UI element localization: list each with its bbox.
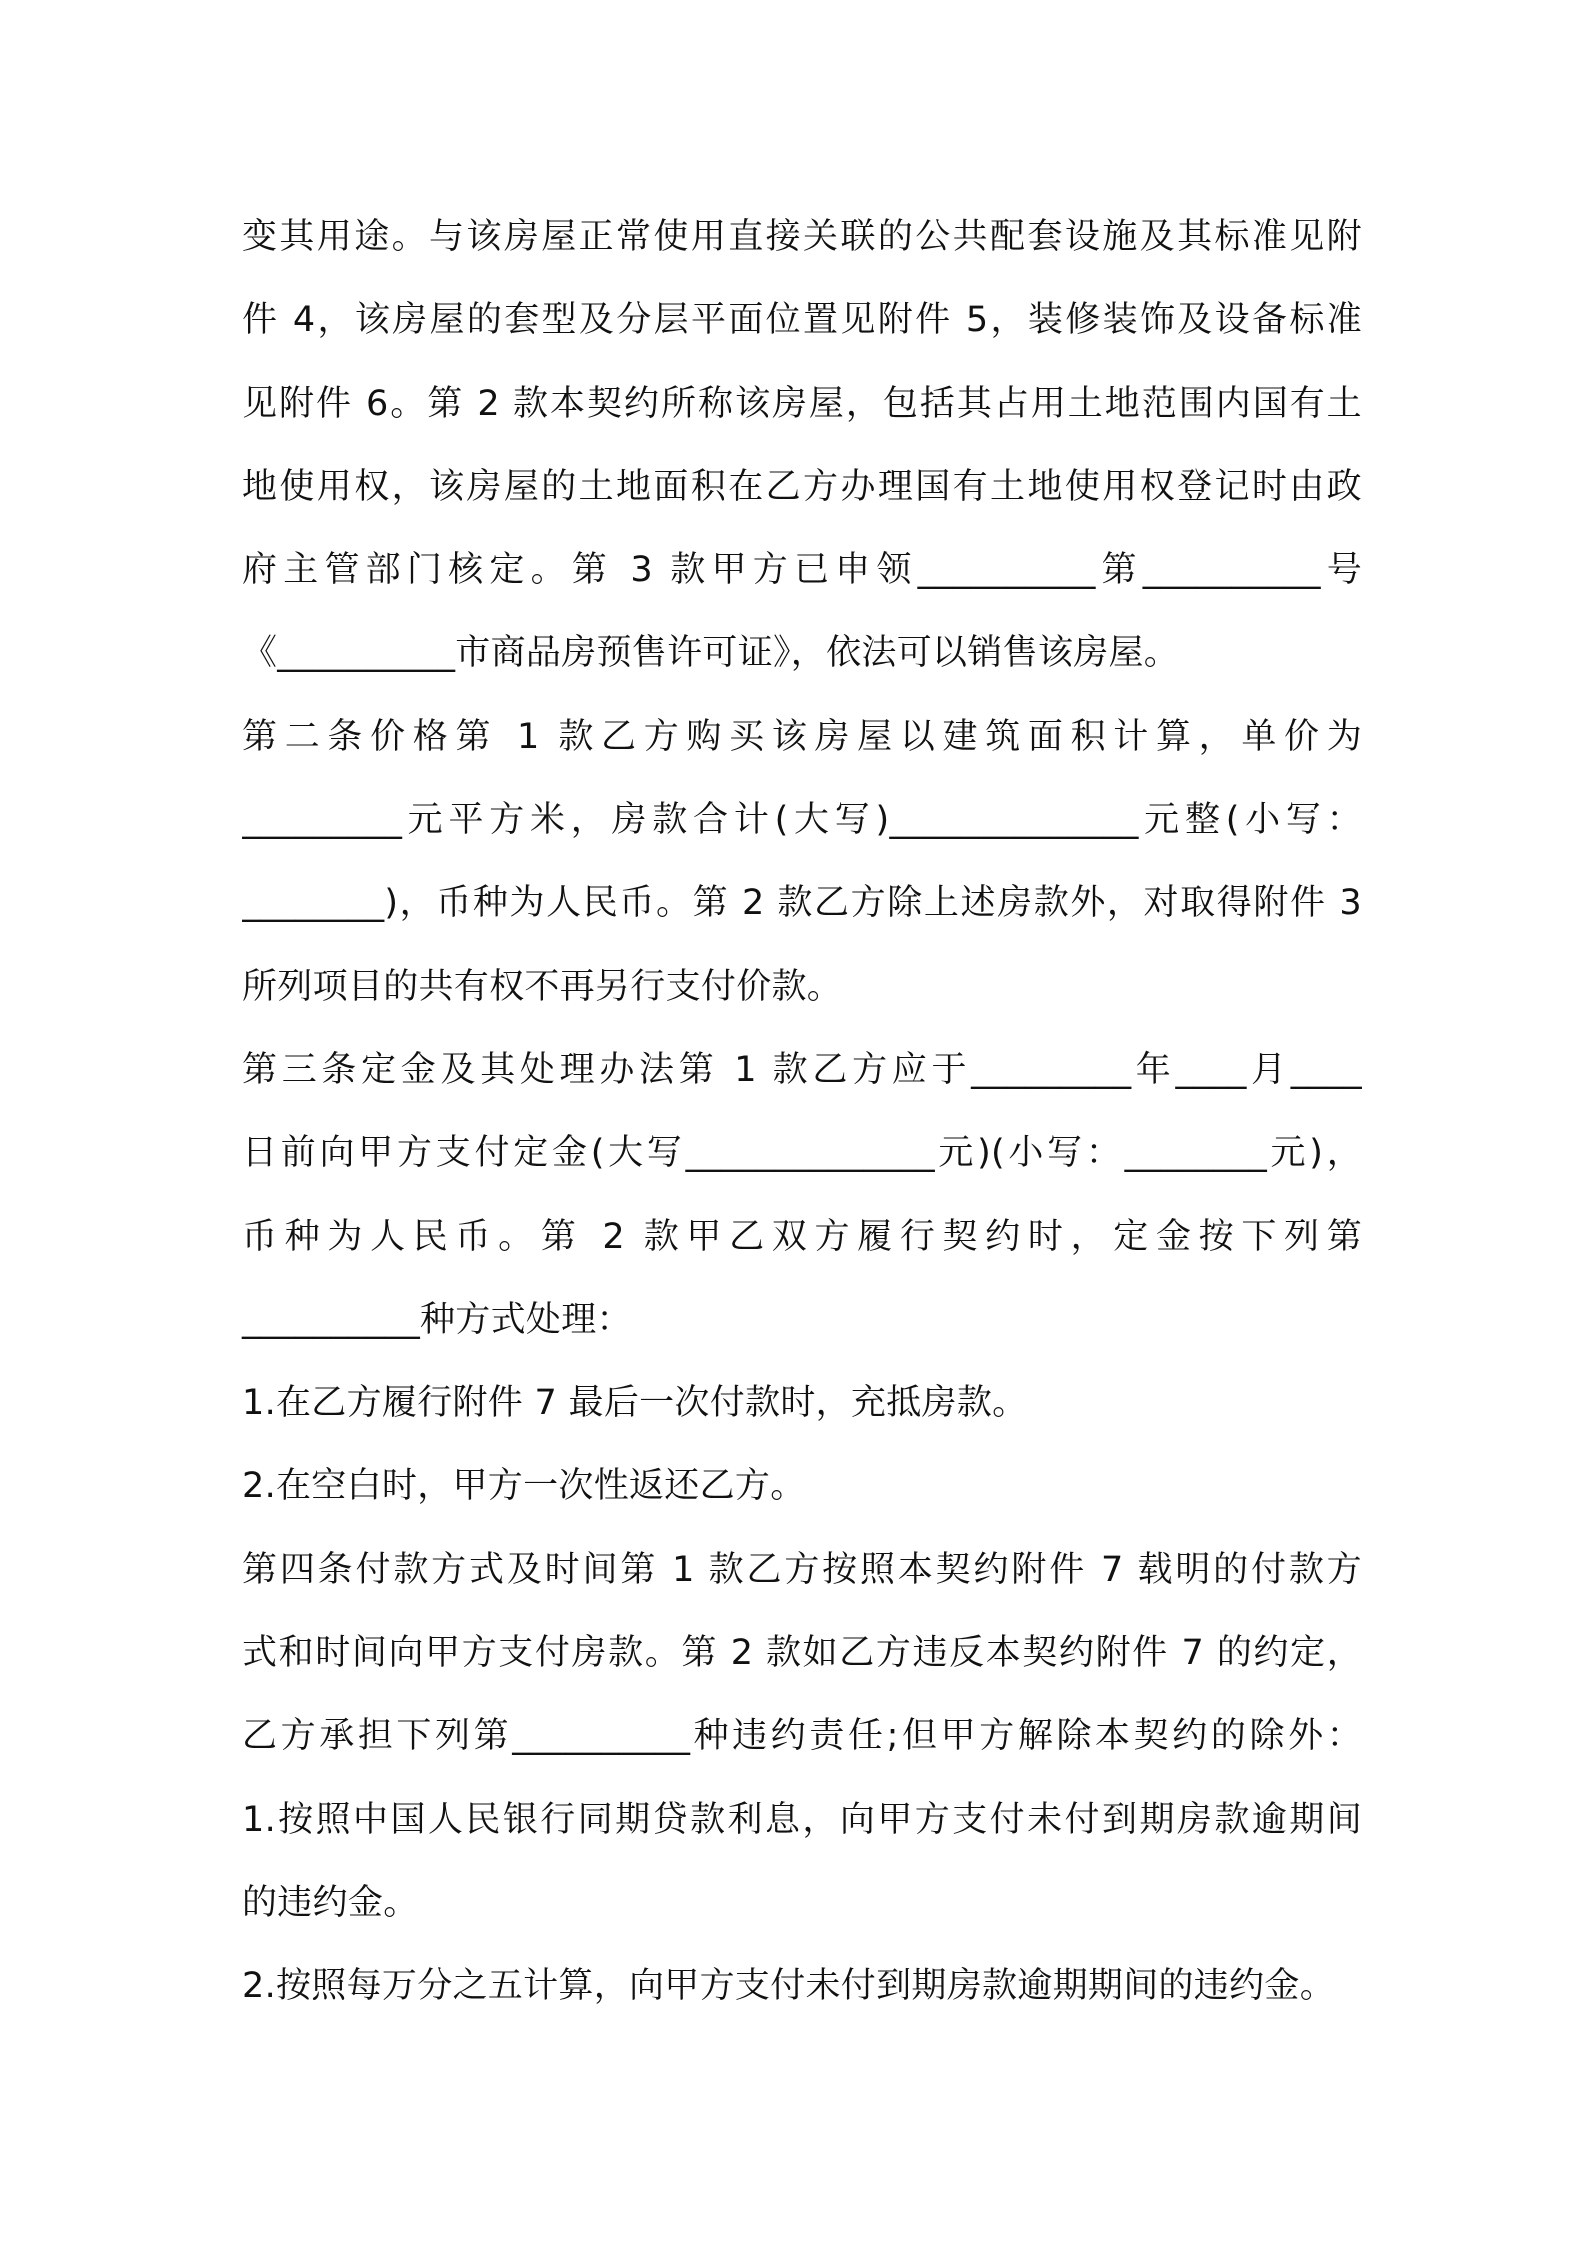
text-line: 币种为人民币。第 2 款甲乙双方履行契约时，定金按下列第 — [242, 1216, 1362, 1257]
text-line: 见附件 6。第 2 款本契约所称该房屋，包括其占用土地范围内国有土 — [242, 383, 1362, 424]
document-page — [242, 196, 1362, 2029]
text-line: 日前向甲方支付定金(大写______________元)(小写：________元)， — [242, 1133, 1362, 1174]
text-line: 的违约金。 — [242, 1882, 419, 1923]
text-line: 1.按照中国人民银行同期贷款利息，向甲方支付未付到期房款逾期间 — [242, 1799, 1362, 1840]
text-line: 地使用权，该房屋的土地面积在乙方办理国有土地使用权登记时由政 — [242, 466, 1362, 507]
text-line: ________)，币种为人民币。第 2 款乙方除上述房款外，对取得附件 3 — [242, 883, 1362, 924]
text-line: __________种方式处理： — [242, 1299, 632, 1340]
text-line: 所列项目的共有权不再另行支付价款。 — [242, 966, 843, 1007]
text-line: 第二条价格第 1 款乙方购买该房屋以建筑面积计算，单价为 — [242, 716, 1362, 757]
text-line: 件 4，该房屋的套型及分层平面位置见附件 5，装修装饰及设备标准 — [242, 300, 1362, 341]
text-line: 府主管部门核定。第 3 款甲方已申领__________第__________号 — [242, 550, 1362, 591]
text-line: 式和时间向甲方支付房款。第 2 款如乙方违反本契约附件 7 的约定， — [242, 1633, 1362, 1674]
text-line: 第四条付款方式及时间第 1 款乙方按照本契约附件 7 载明的付款方 — [242, 1549, 1362, 1590]
text-line: 1.在乙方履行附件 7 最后一次付款时，充抵房款。 — [242, 1383, 1028, 1424]
text-line: 2.按照每万分之五计算，向甲方支付未付到期房款逾期期间的违约金。 — [242, 1966, 1335, 2007]
text-line: 2.在空白时，甲方一次性返还乙方。 — [242, 1466, 806, 1507]
text-line: 第三条定金及其处理办法第 1 款乙方应于_________年____月____ — [242, 1049, 1362, 1090]
text-line: _________元平方米，房款合计(大写)______________元整(小写： — [242, 800, 1362, 841]
text-line: 《__________市商品房预售许可证》，依法可以销售该房屋。 — [242, 633, 1180, 674]
text-line: 乙方承担下列第__________种违约责任;但甲方解除本契约的除外： — [242, 1716, 1362, 1757]
text-line: 变其用途。与该房屋正常使用直接关联的公共配套设施及其标准见附 — [242, 217, 1362, 257]
